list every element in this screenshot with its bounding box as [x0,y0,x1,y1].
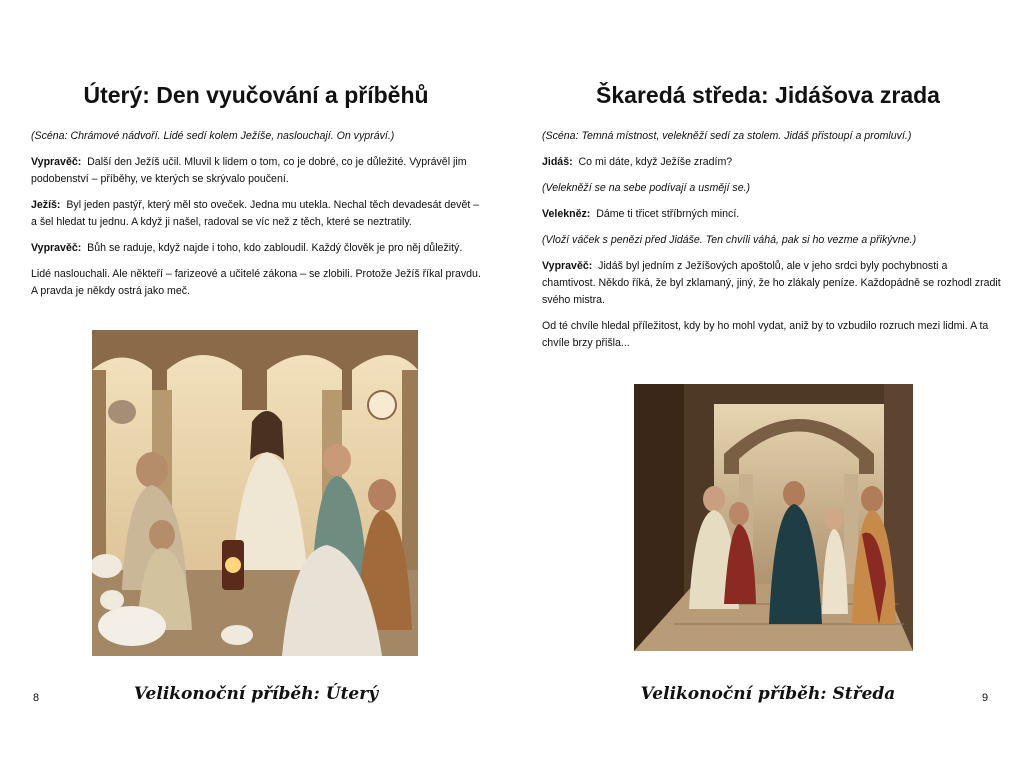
dialogue-line [31,240,481,257]
dialogue-text: Co mi dáte, když Ježíše zradím? [578,156,733,168]
dialogue-line [542,206,1002,223]
page-text [542,128,1002,361]
speaker-name: Vypravěč: [31,156,82,168]
dialogue-line [542,258,1002,309]
speaker-name: Vypravěč: [542,260,593,272]
illustration-jesus-teaching [92,330,418,656]
speaker-name: Vypravěč: [31,242,82,254]
dialogue-text: Dáme ti třicet stříbrných mincí. [596,208,740,220]
speaker-name: Velekněz: [542,208,591,220]
scene-direction: (Velekněží se na sebe podívají a usmějí se.) [542,182,751,194]
page-caption: Velikonoční příběh: Středa [640,684,896,704]
dialogue-line [542,154,1002,171]
page-number: 9 [982,692,989,704]
page-title: Úterý: Den vyučování a příběhů [83,82,429,108]
dialogue-line [31,197,481,231]
page-number: 8 [33,692,40,704]
speaker-name: Ježíš: [31,199,61,211]
speaker-name: Jidáš: [542,156,573,168]
narrative-paragraph: Lidé naslouchali. Ale někteří – farizeové a učitelé zákona – se zlobili. Protože Ježíš říkal pravdu. A pravda je někdy ostrá jako meč. [31,268,481,297]
scene-direction: (Scéna: Chrámové nádvoří. Lidé sedí kolem Ježíše, naslouchají. On vypráví.) [31,130,395,142]
dialogue-text: Bůh se raduje, když najde i toho, kdo zabloudil. Každý člověk je pro něj důležitý. [87,242,463,254]
dialogue-line [31,154,481,188]
illustration-judas-betrayal [634,384,913,651]
right-page [512,0,1024,768]
page-title: Škaredá středa: Jidášova zrada [596,82,940,108]
dialogue-text: Další den Ježíš učil. Mluvil k lidem o tom, co je dobré, co je důležité. Vyprávěl jim podobenství – příběhy, ve kterých se skrývalo poučení. [31,156,467,185]
dialogue-text: Jidáš byl jedním z Ježíšových apoštolů, ale v jeho srdci byly pochybnosti a chamtivost. Někdo říká, že byl zklamaný, jiný, že ho zlákaly peníze. Každopádně se rozhodl zradit svého mistra. [542,260,1001,306]
page-text [31,128,481,309]
narrative-paragraph: Od té chvíle hledal příležitost, kdy by ho mohl vydat, aniž by to vzbudilo rozruch mezi lidmi. A ta chvíle brzy přišla... [542,320,989,349]
dialogue-text: Byl jeden pastýř, který měl sto oveček. Jedna mu utekla. Nechal těch devadesát devět – a šel hledat tu jednu. A když ji našel, radoval se víc než z těch, které se neztratily. [31,199,480,228]
page-caption: Velikonoční příběh: Úterý [133,684,379,704]
scene-direction: (Scéna: Temná místnost, velekněží sedí za stolem. Jidáš přistoupí a promluví.) [542,130,912,142]
scene-direction: (Vloží váček s penězi před Jidáše. Ten chvíli váhá, pak si ho vezme a přikývne.) [542,234,917,246]
